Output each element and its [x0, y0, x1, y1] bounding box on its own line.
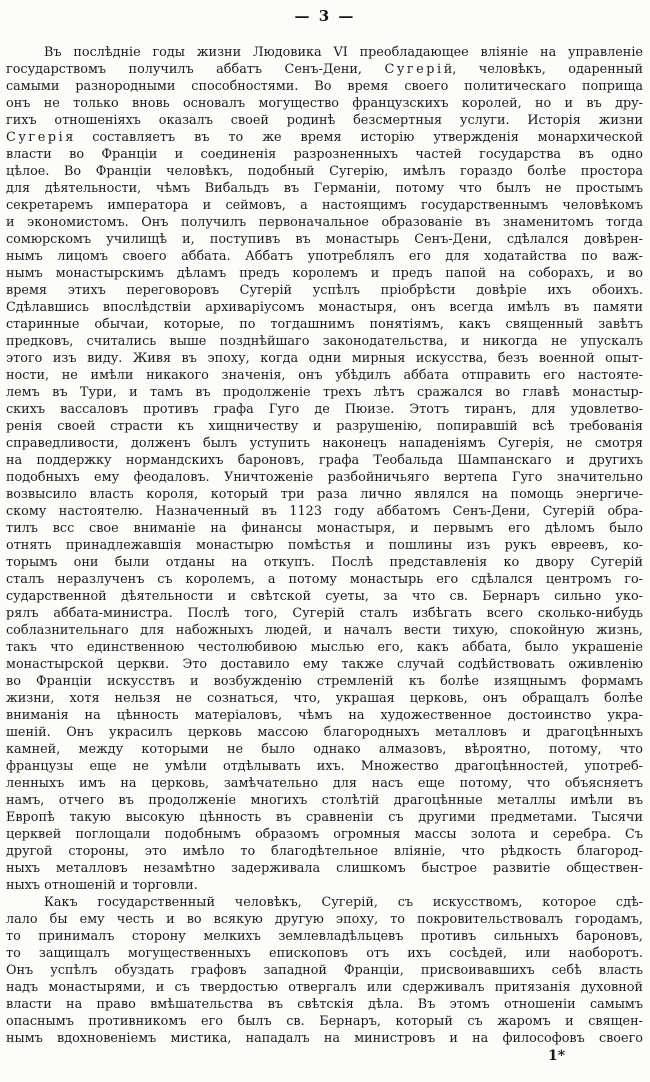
- text-line: для дѣятельности, чѣмъ Вибальдъ въ Германіи, потому что былъ не простымъ: [6, 181, 643, 196]
- text-line: соблазнительнаго для набожныхъ людей, и началъ вести тихую, спокойную жизнь,: [6, 623, 643, 638]
- text-line: ности, не имѣли никакого значенія, онъ убѣдилъ аббата отправить его настояте-: [6, 368, 643, 383]
- text-line: сомюрскомъ училищѣ и, поступивъ въ монастырь Сенъ-Дени, сдѣлался довѣрен-: [6, 232, 643, 247]
- text-line: возвысило власть короля, который три раза лично являлся на помощь энергиче-: [6, 487, 643, 502]
- text-line: секретаремъ императора и сеймовъ, а настоящимъ государственнымъ человѣкомъ: [6, 198, 643, 213]
- text-line: Сдѣлавшись впослѣдствіи архиваріусомъ монастыря, онъ всегда имѣлъ въ памяти: [6, 300, 643, 315]
- text-line: власти во Франціи и соединенія разрозненныхъ частей государства въ одно: [6, 147, 643, 162]
- text-line: лало бы ему честь и во всякую другую эпоху, то покровительствовалъ городамъ,: [6, 912, 643, 927]
- text-line: подобныхъ ему феодаловъ. Уничтоженіе разбойничьяго вертепа Гуго значительно: [6, 470, 643, 485]
- text-line: цѣлое. Во Франціи человѣкъ, подобный Сугерію, имѣлъ гораздо болѣе простора: [6, 164, 643, 179]
- text-line: опаснымъ противникомъ его былъ св. Бернаръ, который съ жаромъ и священ-: [6, 1014, 643, 1029]
- text-line: другой стороны, это имѣло то благодѣтельное вліяніе, что рѣдкость благород-: [6, 844, 643, 859]
- text-line: самыми разнородными способностями. Во время своего политическаго поприща: [6, 79, 643, 94]
- text-line: предковъ, считались выше позднѣйшаго законодательства, и никогда не упускалъ: [6, 334, 643, 349]
- text-line: монастырской церкви. Это доставило ему также случай содѣйствовать оживленію: [6, 657, 643, 672]
- text-line: отнять принадлежавшія монастырю помѣстья и пошлины изъ рукъ евреевъ, ко-: [6, 538, 643, 553]
- page-number-header: — 3 —: [294, 7, 356, 25]
- text-line: нымъ лицомъ своего аббата. Аббатъ употреблялъ его для ходатайства по важ-: [6, 249, 643, 264]
- text-line: жизни, хотя нельзя не сознаться, что, украшая церковь, онъ обращалъ болѣе: [6, 691, 643, 706]
- text-line: надъ монастырями, и съ твердостью отвергалъ или сдерживалъ притязанія духовной: [6, 980, 643, 995]
- text-line: С у г е р і я составляетъ въ то же время исторію утвержденія монархической: [6, 130, 643, 145]
- text-line: Въ послѣдніе годы жизни Людовика VI преобладающее вліяніе на управленіе: [44, 45, 643, 60]
- text-line: нымъ вдохновеніемъ мистика, нападалъ на министровъ и на философовъ своего: [6, 1031, 643, 1046]
- text-line: справедливости, долженъ былъ уступить наконецъ нападеніямъ Сугерія, не смотря: [6, 436, 643, 451]
- text-line: камней, между которыми не было однако алмазовъ, вѣроятно, потому, что: [6, 742, 643, 757]
- text-line: скихъ вассаловъ противъ графа Гуго де Пюизе. Этотъ тиранъ, для удовлетво-: [6, 402, 643, 417]
- text-line: то защищалъ могущественныхъ епископовъ отъ ихъ сосѣдей, или наоборотъ.: [6, 946, 643, 961]
- text-block: [6, 44, 643, 1047]
- text-line: церквей поглощали подобнымъ образомъ огромныя массы золота и серебра. Съ: [6, 827, 643, 842]
- text-line: Европѣ такую высокую цѣнность въ сравненіи съ другими предметами. Тысячи: [6, 810, 643, 825]
- text-line: старинные обычаи, которые, по тогдашнимъ понятіямъ, какъ священный завѣтъ: [6, 317, 643, 332]
- text-line: сударственной дѣятельности и свѣтской суеты, за что св. Бернаръ сильно уко-: [6, 589, 643, 604]
- text-line: онъ не только вновь основалъ могущество французскихъ королей, но и въ дру-: [6, 96, 643, 111]
- text-line: то принималъ сторону мелкихъ землевладѣльцевъ противъ сильныхъ бароновъ,: [6, 929, 643, 944]
- text-line: намъ, отчего въ продолженіе многихъ столѣтій драгоцѣнные металлы имѣли въ: [6, 793, 643, 808]
- text-line: на поддержку нормандскихъ бароновъ, графа Теобальда Шампанскаго и другихъ: [6, 453, 643, 468]
- text-line: торымъ они были отданы на откупъ. Послѣ представленія ко двору Сугерій: [6, 555, 643, 570]
- text-line: сталъ неразлученъ съ королемъ, а потому монастырь его сдѣлался центромъ го-: [6, 572, 643, 587]
- text-line: во Франціи искусствъ и возбужденію стремленій къ болѣе изящнымъ формамъ: [6, 674, 643, 689]
- text-line: тилъ всс свое вниманіе на финансы монастыря, и первымъ его дѣломъ было: [6, 521, 643, 536]
- text-line: такъ что единственною честолюбивою мыслью его, какъ аббата, было украшеніе: [6, 640, 643, 655]
- text-line: ленныхъ имъ на церковь, замѣчательно для насъ еще потому, что объясняетъ: [6, 776, 643, 791]
- text-line: время этихъ переговоровъ Сугерій успѣлъ пріобрѣсти довѣріе ихъ обоихъ.: [6, 283, 643, 298]
- text-line: этого изъ виду. Живя въ эпоху, когда одни мирныя искусства, безъ военной опыт-: [6, 351, 643, 366]
- signature-mark: 1*: [548, 1048, 566, 1064]
- text-line: ныхъ отношеній и торговли.: [6, 878, 198, 893]
- text-line: скому настоятелю. Назначенный въ 1123 году аббатомъ Сенъ-Дени, Сугерій обра-: [6, 504, 643, 519]
- text-line: вниманія на цѣнность матеріаловъ, чѣмъ на художественное достоинство укра-: [6, 708, 643, 723]
- text-line: ренія своей страсти къ хищничеству и разрушенію, попиравшій всѣ требованія: [6, 419, 643, 434]
- text-line: ныхъ металловъ незамѣтно задерживала слишкомъ быстрое развитіе обществен-: [6, 861, 643, 876]
- text-line: рялъ аббата-министра. Послѣ того, Сугерій сталъ избѣгать всего сколько-нибудь: [6, 606, 643, 621]
- text-line: гихъ отношеніяхъ оказалъ своей родинѣ безсмертныя услуги. Исторія жизни: [6, 113, 643, 128]
- text-line: Онъ успѣлъ обуздать графовъ западной Франціи, присвоивавшихъ себѣ власть: [6, 963, 643, 978]
- text-line: лемъ въ Тури, и тамъ въ продолженіе трехъ лѣтъ сражался во главѣ монастыр-: [6, 385, 643, 400]
- text-line: французы еще не умѣли отдѣлывать ихъ. Множество драгоцѣнностей, употреб-: [6, 759, 643, 774]
- text-line: Какъ государственный человѣкъ, Сугерій, съ искусствомъ, которое сдѣ-: [44, 895, 643, 910]
- text-line: нымъ монастырскимъ дѣламъ предъ королемъ и предъ папой на соборахъ, и во: [6, 266, 643, 281]
- text-line: государствомъ получилъ аббатъ Сенъ-Дени, С у г е р і й, человѣкъ, одаренный: [6, 62, 643, 77]
- text-line: шеній. Онъ украсилъ церковь массою благородныхъ металловъ и драгоцѣнныхъ: [6, 725, 643, 740]
- text-line: власти на право вмѣшательства въ свѣтскія дѣла. Въ этомъ отношеніи самымъ: [6, 997, 643, 1012]
- text-line: и экономистомъ. Онъ получилъ первоначальное образованіе въ знаменитомъ тогда: [6, 215, 643, 230]
